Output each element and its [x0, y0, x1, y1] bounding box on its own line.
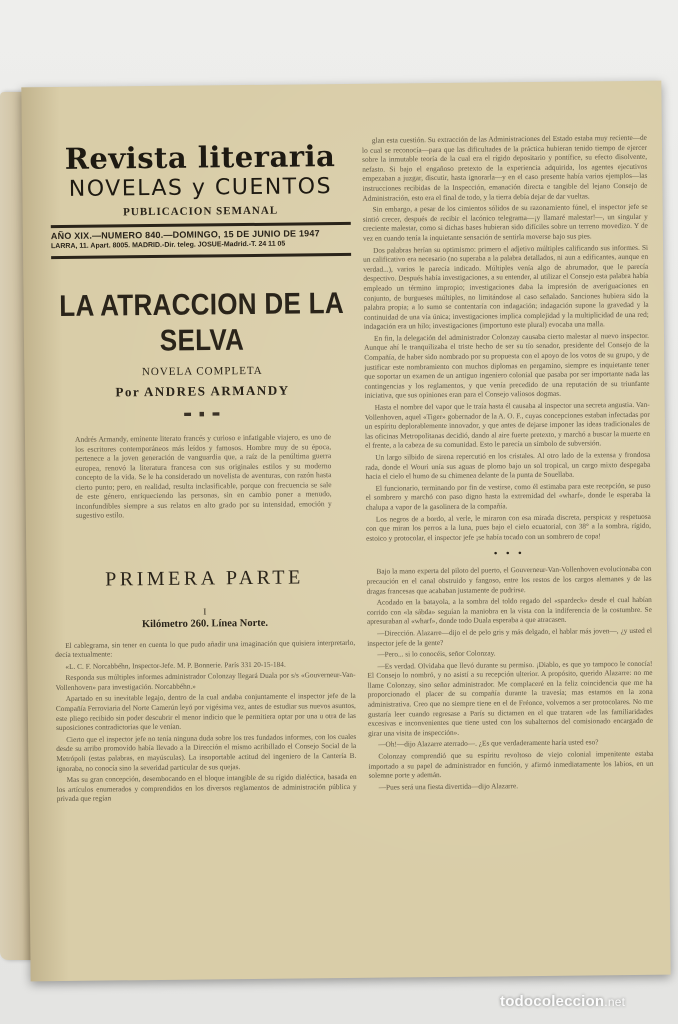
masthead-rule — [51, 222, 351, 228]
paragraph: Colonzay comprendió que su espíritu revoltoso de viejo colonial impenitente estaba importado a su papel de administrador en función, y afirmó inmediatamente los labios, en un solemne porte y ademán. — [368, 748, 654, 780]
address-line: LARRA, 11. Apart. 8005. MADRID.-Dir. teleg. JOSUE-Madrid.-T. 24 11 05 — [50, 240, 286, 251]
left-column — [50, 140, 357, 806]
chapter-title: Kilómetro 260. Línea Norte. — [141, 617, 269, 630]
right-column — [362, 133, 654, 794]
paragraph: —Pero... si lo conocéis, señor Colonzay. — [377, 648, 496, 659]
paragraph: glan esta cuestión. Su extracción de las Administraciones del Estado estaba muy reciente—de lo cual se reconocía—para que las dificultades de la práctica hubieran tenido tiempo de ejercer sobre la inmutable teoría de la cual era el rígido depositario y pontífice, su efecto disolvente, nefasto. Si bajo el engañoso pretexto de la experiencia adquirida, los agentes ejecutivos empezaban a juzgar, discutir, hasta ignorarla—y en el caso presente había varios ejemplos—las instrucciones recibidas de la Inspección, emanación directa e tangible del lejano Consejo de Administración, esto era el final de todo, y la tierra debía dejar de dar vueltas. — [361, 132, 648, 203]
site-watermark — [500, 993, 625, 1010]
masthead-bottom-rule — [51, 253, 351, 259]
left-body-text — [55, 637, 357, 804]
masthead-subtitle: NOVELAS y CUENTOS — [68, 174, 333, 202]
watermark-brand: todocoleccion — [500, 993, 605, 1010]
section-divider: • • • — [492, 549, 525, 560]
paragraph: —Oh!—dijo Alazarre aterrado—. ¿Es que verdaderamente haría usted eso? — [378, 737, 599, 750]
watermark-suffix: .net — [604, 995, 626, 1009]
novel-author: Por ANDRES ARMANDY — [115, 382, 290, 400]
paragraph: Los negros de a bordo, al verle, le miraron con esa mirada discreta, perspicaz y respetuosa con que miran los perros a la luna, pues bajo el cielo ecuatorial, con 38° a la sombra, rígido, estoico y protocolar, el inspector jefe ¡se había tocado con un sombrero de copa! — [365, 511, 652, 543]
author-introduction: Andrés Armandy, eminente literato francés y curioso e infatigable viajero, es uno de los escritores contemporáneos más leídos y famosos. Hombre muy de su época, pertenece a la joven generación de vanguardia que, a raíz de la penúltima guerra europea, renovó la literatura francesa con sus originales estilos y su moderno concepto de la vida. Se le ha considerado un novelista de aventuras, con razón hasta cierto punto; pero, en realidad, resulta inclasificable, porque con frecuencia se sale de este género, enriqueciendo las personas, sin en cambio poner a menudo, inconfundibles siempre a sus relatos en alto grado por su intensidad, emoción y sugestivo estilo. — [74, 432, 332, 520]
ornament-divider: ▬ ▪ ▬ — [183, 409, 223, 420]
paragraph: «L. C. F. Norcabbéhn, Inspector-Jefe. M. P. Bonnerie. París 331 20-15-184. — [65, 659, 286, 671]
paragraph: En fin, la delegación del administrador Colonzay causaba cierto malestar al nuevo inspector. Aunque ahí le tranquilizaba el triste hecho de ser su tío senador, presidente del Consejo de la Compañía, de haber sido nombrado por su propuesta con el apoyo de los votos de su grupo, y de justificar este nombramiento con muchos diplomas en pergamino, siempre es inquietante tener que soportar un examen de un antiguo ingeniero colonial que pasaba por ser importante nada las contingencias y los reglamentos, y que venía precedido de una reputación de su triunfante iniciativa, que sus opiniones eran para el Consejo valiosos dogmas. — [364, 330, 650, 401]
masthead-title: Revista literaria — [64, 139, 336, 176]
paragraph: —Dirección. Alazarre—dijo el de pelo gris y más delgado, el hablar más joven—, ¿y usted el inspector jefe de la gente? — [367, 625, 653, 648]
paragraph: Sin embargo, a pesar de los cimientos sólidos de su razonamiento fúnel, el inspector jefe se sintió crecer, después de recibir el lacónico telegrama—¡y llamaré malestar!—, un singular y creciente malestar, como si dichas bases hubieran sido difíciles sobre un terreno movedizo. Y de vez en cuando tenía la inquietante sensación de sentirla moverse bajo sus pies. — [362, 201, 648, 243]
paragraph: —Es verdad. Olvidaba que llevó durante su permiso. ¡Diablo, es que yo tampoco le conocía! El Consejo lo nombró, y no asistí a su recepción ulterior. A propósito, querido Alazarre: no me llame Colonzay, sino señor administrador. Me complaceré en la feliz coincidencia que me ha proporcionado el placer de su compañía durante la travesía; mas estamos en la zona administrativa. Creo que no siempre tiene en el de Fréonce, volvemos a ser protocolares. No me gustaría leer cuando regresase a París su dictamen en el que trataren «de las familiaridades excesivas e inconvenientes que tiene usted con los subalternos del comisionado encargado de girar una visita de inspección». — [367, 658, 654, 738]
paragraph: Apartado en su inevitable legajo, dentro de la cual andaba conjuntamente el inspector jefe de la Compañía Ferroviaria del Norte Camerún leyó por vigésima vez, antes de estudiar sus nuevos asuntos, este pliego recibido sin poder descubrir el menor indicio que le permitiera optar por una u otra de las suposiciones contradictorias que le venían. — [55, 691, 356, 733]
novel-title: LA ATRACCION DE LA SELVA — [59, 285, 345, 358]
masthead-publication: PUBLICACION SEMANAL — [123, 204, 279, 219]
paragraph: Dos palabras herían su optimismo: primero el adjetivo múltiples calificando sus informes. Si un calificativo era necesario (no superaba a la palabra detallados, ni aun a edificantes, aunque en verdad...), varios le parecía indicado. Múltiples venía algo de abrumador, que le parecía despectivo. Después había investigaciones, a su entender, al utilizar el Consejo esta palabra había empleado un término impropio; investigaciones daba la impresión de averiguaciones en conjunto, de burgueses múltiples, no limitándose al caso señalado. Sanciones hubiera sido la palabra propia; a lo sumo se contentaría con indagación; indagación supone la gravedad y la continuidad de una vía única; investigaciones implica complejidad y la multiplicidad de una red; indagación era un hilo; investigaciones (importuno este plural) evocaba una malla. — [363, 242, 649, 332]
paragraph: Un largo silbido de sirena repercutió en los cristales. Al otro lado de la extensa y frondosa rada, donde el Wouri unía sus aguas de plomo bajo un sol tropical, un cargo mixto despegaba hacia el cielo el humo de su chimenea delante de la punta de Souellaba. — [365, 449, 651, 481]
chapter-number: I — [203, 605, 207, 616]
paragraph: Hasta el nombre del vapor que le traía hasta él causaba al inspector una secreta angustia. Van-Vollenhoven, aquel «Tiger» gobernador de la A. O. F., cuyas concepciones estaban infectadas por un espíritu deplorablemente innovador, y que antes de dejarse imponer las ideas tradicionales de las oficinas Metropolitanas decidió, dando al aire fuerte pretexto, y marchó a buscar la muerte en el frente, a la cabeza de su comunidad. Esto le parecía un símbolo de subversión. — [364, 399, 651, 451]
novel-subtitle: NOVELA COMPLETA — [141, 364, 263, 379]
paragraph: Bajo la mano experta del piloto del puerto, el Gouverneur-Van-Vollenhoven evolucionaba con precaución en el canal obstruido y fangoso, entre los restos de los cargos alemanes y de las dragas francesas que acababan justamente de pudrirse. — [366, 564, 652, 596]
paragraph: Responda sus múltiples informes administrador Colonzay llegará Duala por s/s «Gouverneur-Van-Vollenhoven» para investigación. Norcabbéhn.» — [55, 670, 356, 692]
paragraph: El cablegrama, sin tener en cuenta lo que pudo añadir una imaginación que quisiera interpretarlo, decía textualmente: — [55, 637, 356, 660]
part-title: PRIMERA PARTE — [105, 565, 304, 591]
paragraph: Mas su gran concepción, desembocando en el bloque intangible de su rígido dialéctica, basada en los artículos enumerados y comprendidos en los diversos reglamentos de administración pública y privada que regían — [56, 772, 357, 804]
paragraph: Cierto que el inspector jefe no tenía ninguna duda sobre los tres fundados informes, con los cuales desde su arribo promovido había llevado a la Dirección el mismo acribillado el Consejo Social de la Metrópoli (estas palabras, en mayúsculas). La insoportable actitud del ingeniero de la Cantería B. ignoraba, no conocía sino la severidad particular de sus quejas. — [56, 731, 357, 773]
paragraph: Acodado en la batayola, a la sombra del toldo regado del «spardeck» desde el cual habían corrido con «la sábda» seguían la maniobra en la vista con la indiferencia de la costumbre. Se apresuraban al «wharf», donde todo Duala esperaba a que atracasen. — [366, 594, 652, 627]
paragraph: El funcionario, terminando por fin de vestirse, como él estimaba para este recepción, se puso el sombrero y marchó con paso digno hasta la extremidad del «wharf», donde le esperaba la chalupa a vapor de la gasolinera de la compañía. — [365, 480, 651, 512]
right-body-text-bottom — [366, 564, 653, 792]
right-body-text-top — [362, 133, 651, 543]
issue-line: AÑO XIX.—NUMERO 840.—DOMINGO, 15 DE JUNIO DE 1947 — [50, 228, 320, 242]
paragraph: —Pues será una fiesta divertida—dijo Alazarre. — [378, 781, 519, 792]
magazine-page — [21, 81, 670, 982]
